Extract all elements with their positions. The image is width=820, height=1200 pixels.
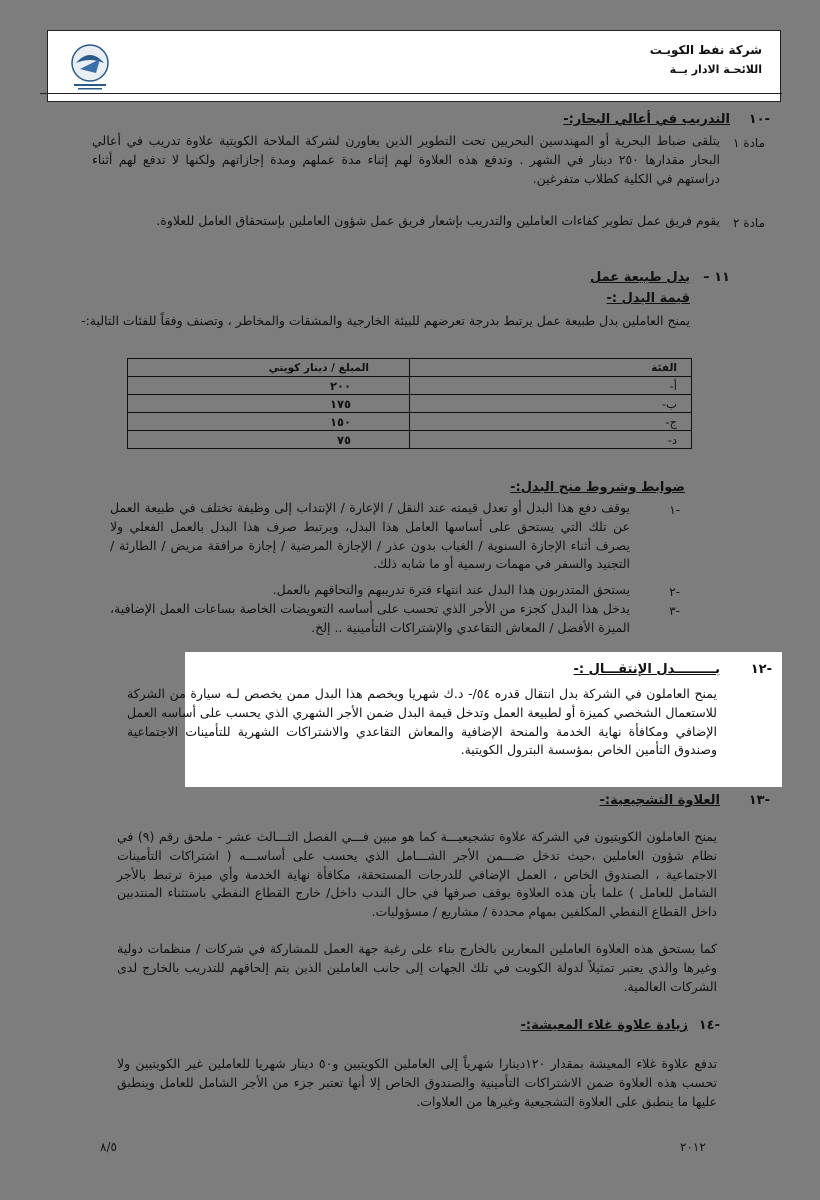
section-13-paragraph-1: يمنح العاملون الكويتيون في الشركة علاوة تشجيعيـــة كما هو مبين فـــي الفصل الثـــالث عشر - ملحق رقم (٩) في نظام شؤون العاملين ،حيث تدخل ضـــمن الأجر الشـــامل الذي يحسب على أساســـه ( اشتراكات التأمينات الاجتماعية ، الصندوق الخاص ، العمل الإضافي للدرجات المستحقة، مكافأة نهاية الخدمة وأي ميزة ترتبط بالأجر الشامل للعامل ) علما بأن هذه العلاوة يوقف صرفها في حال الندب داخل/ خارج القطاع النفطي باستثناء المنتدبين داخل القطاع النفطي المكلفين بمهام محددة / مشاريع / مسؤوليات. (117, 829, 717, 920)
table-cell-category: أ- (410, 377, 692, 395)
table-cell-amount: ١٧٥ (128, 395, 410, 413)
rule-1-label: -١ (669, 503, 680, 517)
table-row (128, 377, 692, 395)
table-cell-amount: ٧٥ (128, 431, 410, 449)
section-12-number: -١٢ (750, 662, 772, 677)
table-row (128, 413, 692, 431)
company-name: شركة نفط الكويـت (649, 43, 762, 57)
table-header-category: الفئة (410, 359, 692, 377)
table-cell-amount: ٢٠٠ (128, 377, 410, 395)
table-cell-category: د- (410, 431, 692, 449)
table-cell-category: ب- (410, 395, 692, 413)
section-14-title: زيادة علاوة غلاء المعيشة:- (520, 1018, 688, 1033)
rules-title: ضوابط وشروط منح البدل:- (510, 480, 685, 495)
header-divider (40, 93, 782, 94)
article-2-label: مادة ٢ (733, 216, 765, 230)
table-header-row (128, 359, 692, 377)
rule-2-text: يستحق المتدربون هذا البدل عند انتهاء فترة تدريبهم والتحاقهم بالعمل. (272, 582, 630, 597)
footer-year: ٢٠١٢ (680, 1140, 706, 1154)
table-cell-category: ج- (410, 413, 692, 431)
rule-3-label: -٣ (669, 604, 680, 618)
footer-page-number: ٨/٥ (100, 1140, 117, 1154)
section-11-title: بدل طبيعة عمل (589, 270, 690, 285)
allowance-table (127, 358, 692, 449)
section-11-subtitle: قيمة البدل :- (606, 291, 690, 306)
rule-2-label: -٢ (669, 585, 680, 599)
article-2-text: يقوم فريق عمل تطوير كفاءات العاملين والتدريب بإشعار فريق عمل شؤون العاملين بإستحقاق العامل للعلاوة. (156, 213, 720, 228)
section-13-paragraph-2: كما يستحق هذه العلاوة العاملين المعارين بالخارج بناء على رغبة جهة العمل للمشاركة في شركات / منظمات دولية وغيرها والذي يعتبر تمثيلاً لدولة الكويت في تلك الجهات إلى جانب العاملين الذين يتم إلحاقهم للتدريب بالخارج لدى الشركات العالمية. (117, 941, 717, 994)
section-10-number: -١٠ (748, 112, 770, 127)
page-header (47, 30, 781, 102)
article-1-text: يتلقى ضباط البحرية أو المهندسين البحريين تحت التطوير الذين يعاورن لشركة الملاحة الكويتية علاوة تدريب في أعالي البحار مقدارها ٢٥٠ دينار في الشهر . وتدفع هذه العلاوة لهم إثناء مدة عملهم ومدة إجازاتهم ولكنها لا تدفع لهم أثناء دراستهم في الكلية كطلاب متفرغين. (92, 133, 721, 186)
article-1-label: مادة ١ (733, 136, 765, 150)
table-row (128, 395, 692, 413)
section-12-text: يمنح العاملون في الشركة بدل انتقال قدره ٥٤/- د.ك شهريا ويخصم هذا البدل ممن يخصص لـه سيارة من الشركة للاستعمال الشخصي كميزة أو لطبيعة العمل وتدخل قيمة البدل ضمن الأجر الشهري الذي يحسب على أساسه العمل الإضافي ومكافأة نهاية الخدمة والمنحة الإضافية والمعاش التقاعدي والاشتراكات الشهرية للتأمينات الاجتماعية وصندوق التأمين الخاص بمؤسسة البترول الكويتية. (127, 686, 717, 758)
table-header-amount: المبلغ / دينار كويتي (128, 359, 410, 377)
section-11-number: ١١ – (703, 270, 730, 285)
section-13-title: العلاوة التشجيعية:- (599, 793, 720, 808)
rule-1-text: يوقف دفع هذا البدل أو تعدل قيمته عند النقل / الإعارة / الإنتداب إلى وظيفة تختلف في طبيعة العمل عن تلك التي يستحق على أساسها العامل هذا البدل، ويرتبط صرف هذا البدل بالعمل الفعلي ولا يصرف أثناء الإجازة السنوية / الغياب بدون عذر / الإجازة المرضية / إجازة مرافقة مريض / الطارئة / التجنيد والسفر في مهمات رسمية أو ما شابه ذلك. (110, 500, 630, 572)
regulation-title: اللائحـة الادار يــة (669, 63, 762, 76)
company-logo-icon (66, 41, 114, 93)
section-12-title: بـــــــــدل الإنتقـــال :- (573, 662, 720, 677)
section-10-title: التدريب في أعالي البحار:- (563, 112, 730, 127)
section-13-number: -١٣ (748, 793, 770, 808)
section-14-number: -١٤ (698, 1018, 720, 1033)
section-14-text: تدفع علاوة غلاء المعيشة بمقدار ١٢٠دينارا شهرياً إلى العاملين الكويتيين و٥٠ دينار شهريا للعاملين غير الكويتيين ولا تحسب هذه العلاوة ضمن الاشتراكات التأمينية والصندوق الخاص إلا أنها تعتبر جزء من الأجر الشامل للعامل وينطبق عليها ما ينطبق على العلاوة التشجيعية وغيرها من العلاوات. (117, 1056, 717, 1109)
section-11-intro: يمنح العاملين بدل طبيعة عمل يرتبط بدرجة تعرضهم للبيئة الخارجية والمشقات والمخاطر ، وتصنف وفقاً للفئات التالية:- (81, 313, 690, 328)
table-cell-amount: ١٥٠ (128, 413, 410, 431)
rule-3-text: يدخل هذا البدل كجزء من الأجر الذي تحسب على أساسه التعويضات الخاصة بساعات العمل الإضافية، الميزة الأفضل / المعاش التقاعدي والإشتراكات التأمينية .. إلخ. (110, 601, 630, 635)
table-row (128, 431, 692, 449)
